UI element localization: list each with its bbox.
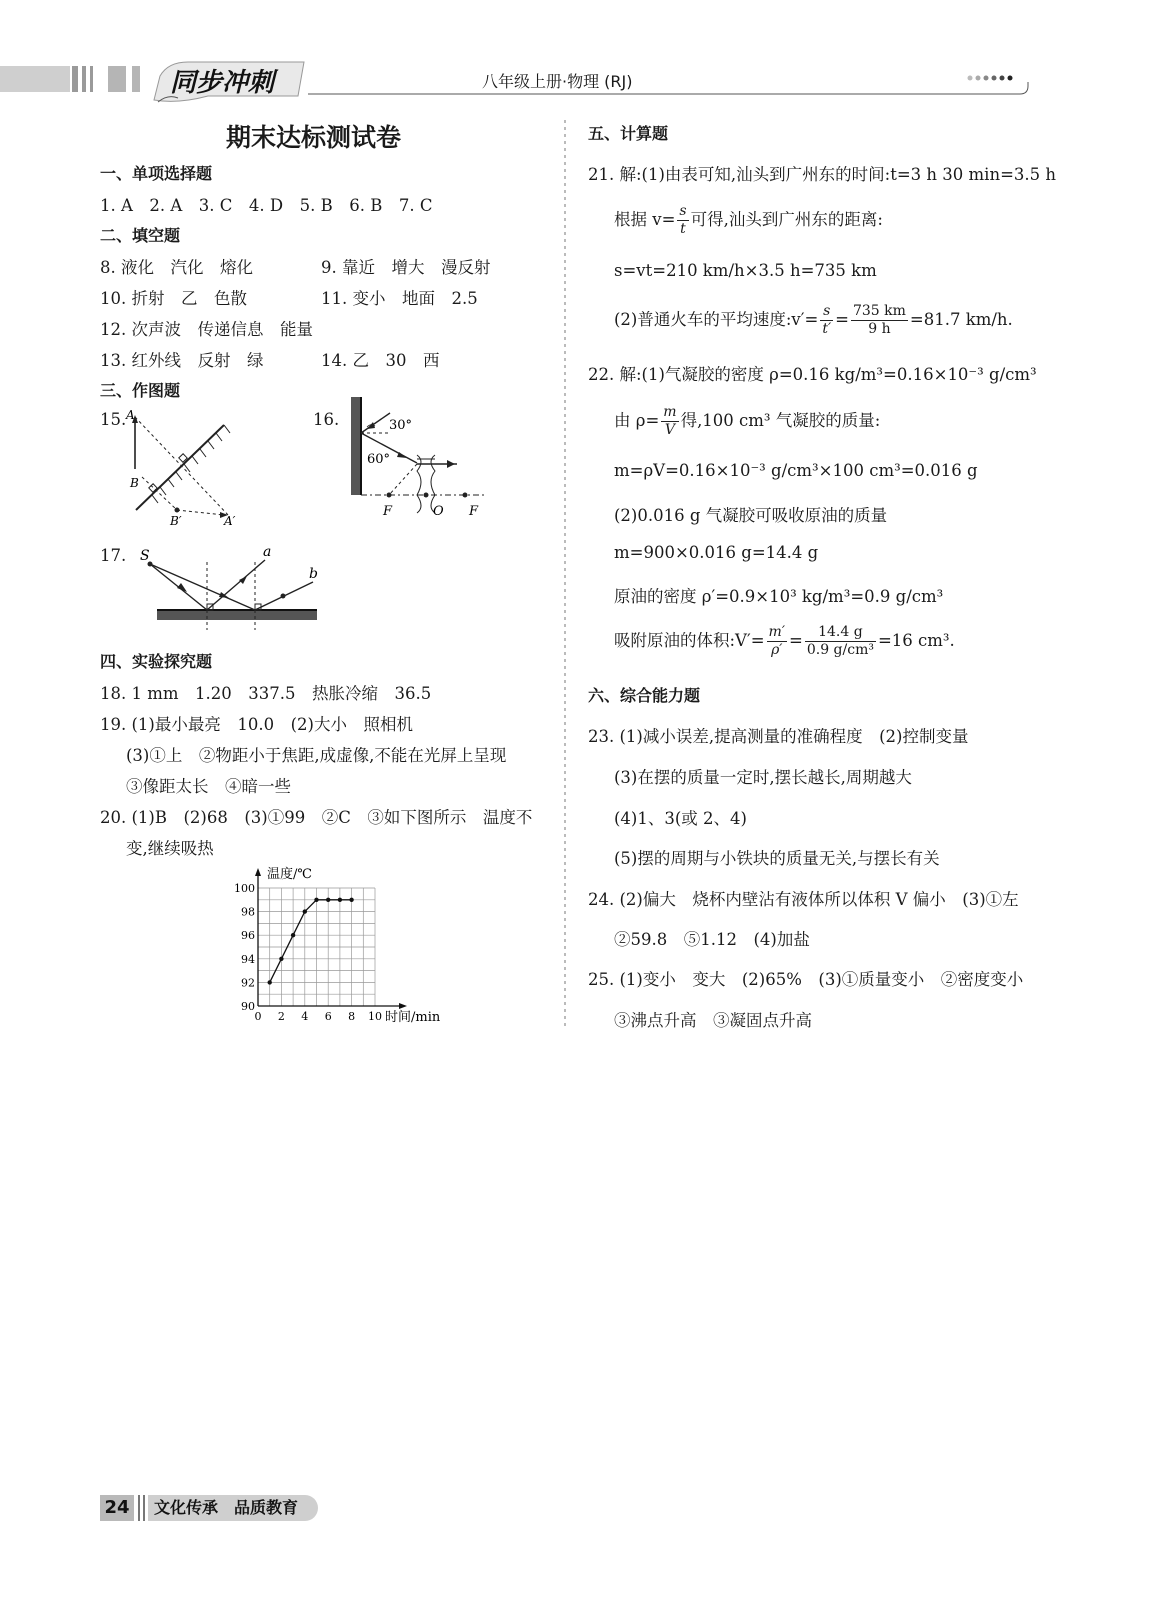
page-title: 期末达标测试卷 bbox=[226, 123, 402, 152]
data-point bbox=[303, 909, 307, 913]
column-divider bbox=[563, 120, 567, 1030]
x-tick-label: 4 bbox=[301, 1010, 309, 1023]
x-tick-label: 6 bbox=[324, 1010, 332, 1023]
y-tick-label: 100 bbox=[234, 882, 255, 895]
fraction-numerator: s bbox=[679, 203, 687, 219]
fraction-numerator: 14.4 g bbox=[805, 624, 876, 642]
q22-line-4: (2)0.016 g 气凝胶可吸收原油的质量 bbox=[614, 506, 888, 525]
fraction-numerator: 735 km bbox=[852, 303, 906, 319]
q21-line-4: (2)普通火车的平均速度:v′= $\frac{s}{t'}$ = $\frac{735 km}{9 h}$ =81.7 km/h. bbox=[614, 303, 1013, 337]
y-tick-label: 98 bbox=[241, 905, 255, 919]
fig15-label-A-prime: A′ bbox=[224, 514, 236, 528]
footer-slogan: 文化传承 品质教育 bbox=[148, 1495, 318, 1521]
y-axis-arrow bbox=[255, 868, 261, 876]
q22-line-1: 22. 解:(1)气凝胶的密度 ρ=0.16 kg/m³=0.16×10⁻³ g/cm³ bbox=[588, 365, 1037, 384]
q22-line-5: m=900×0.016 g=14.4 g bbox=[614, 543, 819, 562]
q9-answer: 9. 靠近 增大 漫反射 bbox=[321, 258, 491, 277]
x-axis-arrow bbox=[399, 1003, 407, 1009]
q12-answer: 12. 次声波 传递信息 能量 bbox=[100, 320, 313, 339]
fraction-s-over-t bbox=[677, 203, 688, 238]
q15-label: 15. bbox=[100, 410, 127, 429]
fig16-label-F-right: F bbox=[469, 504, 479, 519]
y-tick-label: 94 bbox=[241, 952, 255, 966]
data-point bbox=[314, 898, 318, 902]
x-tick-label: 8 bbox=[348, 1010, 356, 1023]
q20-line-2: 变,继续吸热 bbox=[126, 839, 214, 858]
y-tick-label: 96 bbox=[241, 929, 255, 943]
chart-x-axis-label: 时间/min bbox=[385, 1010, 441, 1025]
fig16-label-O: O bbox=[433, 504, 444, 519]
q1-7-answers: 1. A 2. A 3. C 4. D 5. B 6. B 7. C bbox=[100, 196, 433, 215]
section-3-heading: 三、作图题 bbox=[100, 381, 181, 400]
fraction-m-over-V bbox=[661, 404, 678, 439]
q21-text-post: 可得,汕头到广州东的距离: bbox=[690, 210, 883, 229]
fraction-numerator: m bbox=[663, 404, 677, 420]
y-tick-label: 90 bbox=[241, 1000, 255, 1013]
data-point bbox=[326, 898, 330, 902]
fraction-m-prime-over-rho-prime bbox=[767, 624, 787, 659]
fig16-angle-30: 30° bbox=[389, 418, 413, 433]
chart-grid bbox=[258, 888, 375, 1006]
fraction-denominator: 0.9 g/cm³ bbox=[806, 642, 874, 658]
page-number: 24 bbox=[100, 1495, 134, 1521]
q22g-text-post: =16 cm³. bbox=[877, 631, 955, 650]
data-point bbox=[268, 980, 272, 984]
q21-line-3: s=vt=210 km/h×3.5 h=735 km bbox=[614, 261, 877, 280]
fraction-denominator: t′ bbox=[822, 321, 832, 337]
q10-answer: 10. 折射 乙 色散 bbox=[100, 289, 247, 308]
data-point bbox=[279, 957, 283, 961]
fig15-label-B: B bbox=[130, 476, 139, 490]
q16-label: 16. bbox=[313, 410, 340, 429]
q20-line-1: 20. (1)B (2)68 (3)①99 ②C ③如下图所示 温度不 bbox=[100, 808, 533, 827]
fig16-label-F-left: F bbox=[383, 504, 393, 519]
q22b-text-post: 得,100 cm³ 气凝胶的质量: bbox=[680, 411, 881, 430]
fraction-735km-over-9h bbox=[851, 303, 908, 338]
q22b-text-pre: 由 ρ= bbox=[614, 411, 660, 430]
section-1-heading: 一、单项选择题 bbox=[100, 164, 213, 183]
section-5-heading: 五、计算题 bbox=[588, 124, 669, 143]
footer-divider bbox=[136, 1495, 148, 1521]
q23-line-1: 23. (1)减小误差,提高测量的准确程度 (2)控制变量 bbox=[588, 727, 969, 746]
q23-line-3: (4)1、3(或 2、4) bbox=[614, 809, 747, 828]
fraction-denominator: V bbox=[664, 422, 675, 438]
q23-line-4: (5)摆的周期与小铁块的质量无关,与摆长有关 bbox=[614, 849, 940, 868]
x-tick-label: 10 bbox=[368, 1010, 382, 1023]
q18-answer: 18. 1 mm 1.20 337.5 热胀冷缩 36.5 bbox=[100, 684, 432, 703]
chart-y-axis-label: 温度/℃ bbox=[267, 867, 312, 882]
logo: 同步冲刺 bbox=[170, 68, 275, 98]
y-tick-label: 92 bbox=[241, 976, 255, 990]
figure-15-mirror-diagram bbox=[120, 405, 240, 530]
fraction-denominator: ρ′ bbox=[771, 642, 783, 658]
fraction-denominator: 9 h bbox=[868, 321, 891, 337]
q22-line-3: m=ρV=0.16×10⁻³ g/cm³×100 cm³=0.016 g bbox=[614, 461, 978, 480]
q13-answer: 13. 红外线 反射 绿 bbox=[100, 351, 264, 370]
q25-line-1: 25. (1)变小 变大 (2)65% (3)①质量变小 ②密度变小 bbox=[588, 970, 1024, 989]
q21-line-1: 21. 解:(1)由表可知,汕头到广州东的时间:t=3 h 30 min=3.5 h bbox=[588, 165, 1057, 184]
q23-line-2: (3)在摆的质量一定时,摆长越长,周期越大 bbox=[614, 768, 912, 787]
q24-line-2: ②59.8 ⑤1.12 (4)加盐 bbox=[614, 930, 810, 949]
fig17-label-b: b bbox=[309, 566, 318, 582]
q21d-text-pre: (2)普通火车的平均速度:v′= bbox=[614, 310, 819, 329]
fraction-numerator: m′ bbox=[768, 624, 786, 640]
q19-line-1: 19. (1)最小最亮 10.0 (2)大小 照相机 bbox=[100, 715, 413, 734]
fig17-label-a: a bbox=[263, 544, 272, 560]
data-point bbox=[349, 898, 353, 902]
section-2-heading: 二、填空题 bbox=[100, 226, 181, 245]
fraction-14-4g-over-0-9 bbox=[805, 624, 876, 659]
data-point bbox=[291, 933, 295, 937]
x-tick-label: 2 bbox=[277, 1010, 285, 1023]
q21d-text-post: =81.7 km/h. bbox=[909, 310, 1013, 329]
q24-line-1: 24. (2)偏大 烧杯内壁沾有液体所以体积 V 偏小 (3)①左 bbox=[588, 890, 1019, 909]
section-4-heading: 四、实验探究题 bbox=[100, 652, 213, 671]
temperature-time-chart bbox=[225, 862, 465, 1030]
q22g-text-pre: 吸附原油的体积:V′= bbox=[614, 631, 765, 650]
figure-17-reflection-diagram bbox=[135, 542, 325, 632]
fig16-angle-60: 60° bbox=[367, 452, 391, 467]
q8-answer: 8. 液化 汽化 熔化 bbox=[100, 258, 253, 277]
q22-line-7: 吸附原油的体积:V′= $\frac{m'}{\rho'}$ = $\frac{14.4 g}{\text{0.9 g/cm³}}$ =16 cm³. bbox=[614, 624, 955, 658]
section-6-heading: 六、综合能力题 bbox=[588, 686, 701, 705]
q19-line-3: ③像距太长 ④暗一些 bbox=[126, 777, 291, 796]
series-line bbox=[270, 900, 352, 983]
q22-line-2 bbox=[614, 404, 880, 439]
q19-line-2: (3)①上 ②物距小于焦距,成虚像,不能在光屏上呈现 bbox=[126, 746, 507, 765]
fraction-s-over-t-prime bbox=[820, 303, 833, 338]
q25-line-2: ③沸点升高 ③凝固点升高 bbox=[614, 1011, 812, 1030]
fraction-numerator: s bbox=[820, 303, 833, 321]
q11-answer: 11. 变小 地面 2.5 bbox=[321, 289, 478, 308]
q22-line-6: 原油的密度 ρ′=0.9×10³ kg/m³=0.9 g/cm³ bbox=[614, 587, 944, 606]
q14-answer: 14. 乙 30 西 bbox=[321, 351, 440, 370]
data-point bbox=[338, 898, 342, 902]
q21-line-2 bbox=[614, 203, 883, 238]
x-tick-label: 0 bbox=[254, 1010, 262, 1023]
chart-series bbox=[268, 898, 354, 985]
q21-text-pre: 根据 v= bbox=[614, 210, 676, 229]
figure-16-lens-diagram bbox=[345, 395, 490, 520]
q17-label: 17. bbox=[100, 546, 127, 565]
header-subject: 八年级上册·物理 (RJ) bbox=[482, 72, 633, 91]
fig15-label-B-prime: B′ bbox=[170, 514, 182, 528]
fig15-label-A: A bbox=[126, 408, 135, 422]
chart-axes bbox=[255, 868, 407, 1009]
fraction-denominator: t bbox=[680, 221, 686, 237]
chart-tick-labels bbox=[234, 882, 382, 1023]
fig17-label-S: S bbox=[140, 548, 150, 564]
